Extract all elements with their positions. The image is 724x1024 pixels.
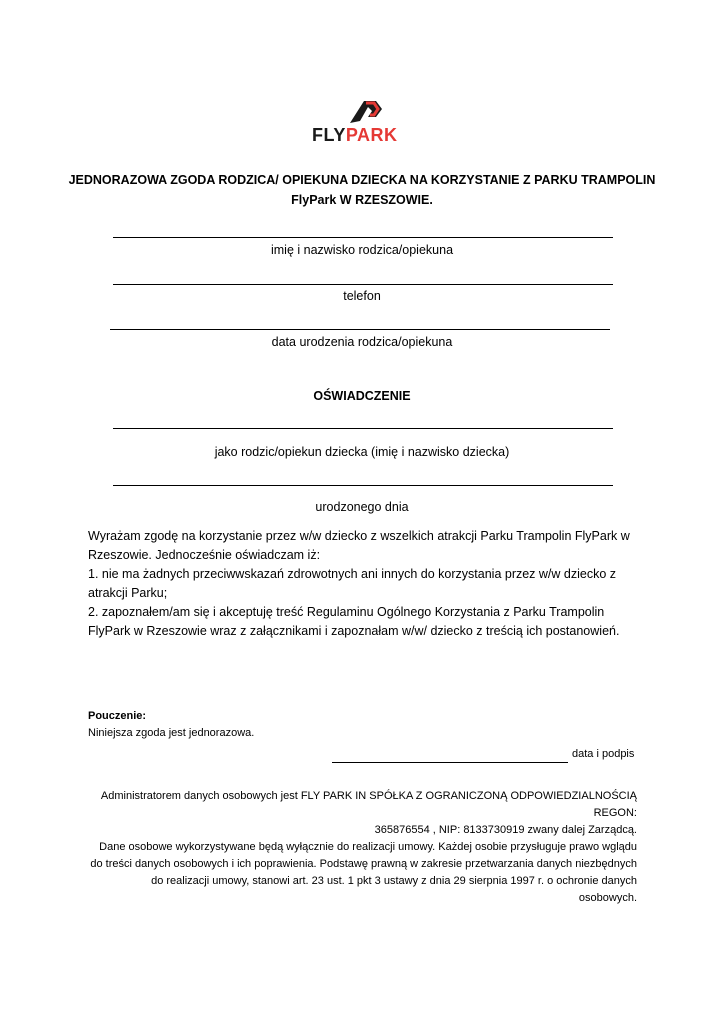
- title-line-1: JEDNORAZOWA ZGODA RODZICA/ OPIEKUNA DZIECKA NA KORZYSTANIE Z PARKU TRAMPOLIN: [68, 173, 656, 187]
- admin-line-3: Dane osobowe wykorzystywane będą wyłącznie do realizacji umowy. Każdej osobie przysługuje prawo wglądu: [99, 841, 637, 853]
- declaration-paragraph-2: 1. nie ma żadnych przeciwwskazań zdrowotnych ani innych do korzystania przez w/w dziecko z atrakcji Parku;: [88, 567, 617, 600]
- parent-birthdate-label: data urodzenia rodzica/opiekuna: [271, 335, 453, 349]
- admin-line-1: Administratorem danych osobowych jest FLY PARK IN SPÓŁKA Z OGRANICZONĄ ODPOWIEDZIALNOŚCIĄ REGON:: [100, 790, 637, 819]
- admin-line-2: 365876554 , NIP: 8133730919 zwany dalej Zarządcą.: [374, 824, 637, 836]
- title-line-2: FlyPark W RZESZOWIE.: [291, 193, 433, 207]
- note-text: Niniejsza zgoda jest jednorazowa.: [88, 727, 255, 739]
- flypark-logo-icon: [300, 95, 424, 125]
- note-block: [88, 708, 254, 742]
- parent-name-label: imię i nazwisko rodzica/opiekuna: [270, 243, 454, 257]
- signature-line[interactable]: [332, 762, 568, 763]
- logo-wordmark: [312, 125, 398, 146]
- logo-park: PARK: [345, 125, 398, 145]
- child-birthdate-label: urodzonego dnia: [315, 500, 409, 514]
- child-name-label: jako rodzic/opiekun dziecka (imię i nazwisko dziecka): [214, 445, 510, 459]
- declaration-paragraph-3: 2. zapoznałem/am się i akceptuję treść Regulaminu Ogólnego Korzystania z Parku Trampolin FlyPark w Rzeszowie wraz z załącznikami i zapoznałam w/w/ dziecko z treścią ich postanowień.: [88, 605, 620, 638]
- admin-line-6: osobowych.: [578, 892, 637, 904]
- signature-label: data i podpis: [572, 748, 635, 760]
- child-birthdate-line[interactable]: [113, 485, 613, 486]
- admin-line-4: do treści danych osobowych i ich poprawienia. Podstawę prawną w zakresie przetwarzania danych niezbędnych: [90, 858, 637, 870]
- logo-fly: FLY: [312, 125, 346, 145]
- phone-label: telefon: [343, 289, 381, 303]
- declaration-paragraph-1: Wyrażam zgodę na korzystanie przez w/w dziecko z wszelkich atrakcji Parku Trampolin FlyPark w Rzeszowie. Jednocześnie oświadczam iż:: [88, 529, 630, 562]
- flypark-logo: [300, 95, 424, 155]
- note-heading: Pouczenie:: [88, 710, 147, 722]
- data-admin-notice: [80, 788, 637, 907]
- declaration-heading: OŚWIADCZENIE: [313, 389, 411, 403]
- admin-line-5: do realizacji umowy, stanowi art. 23 ust. 1 pkt 3 ustawy z dnia 29 sierpnia 1997 r. o ochronie danych: [151, 875, 637, 887]
- declaration-body: [88, 527, 648, 641]
- document-title: [60, 170, 664, 210]
- parent-birthdate-line[interactable]: [110, 329, 610, 330]
- child-name-line[interactable]: [113, 428, 613, 429]
- phone-line[interactable]: [113, 284, 613, 285]
- parent-name-line[interactable]: [113, 237, 613, 238]
